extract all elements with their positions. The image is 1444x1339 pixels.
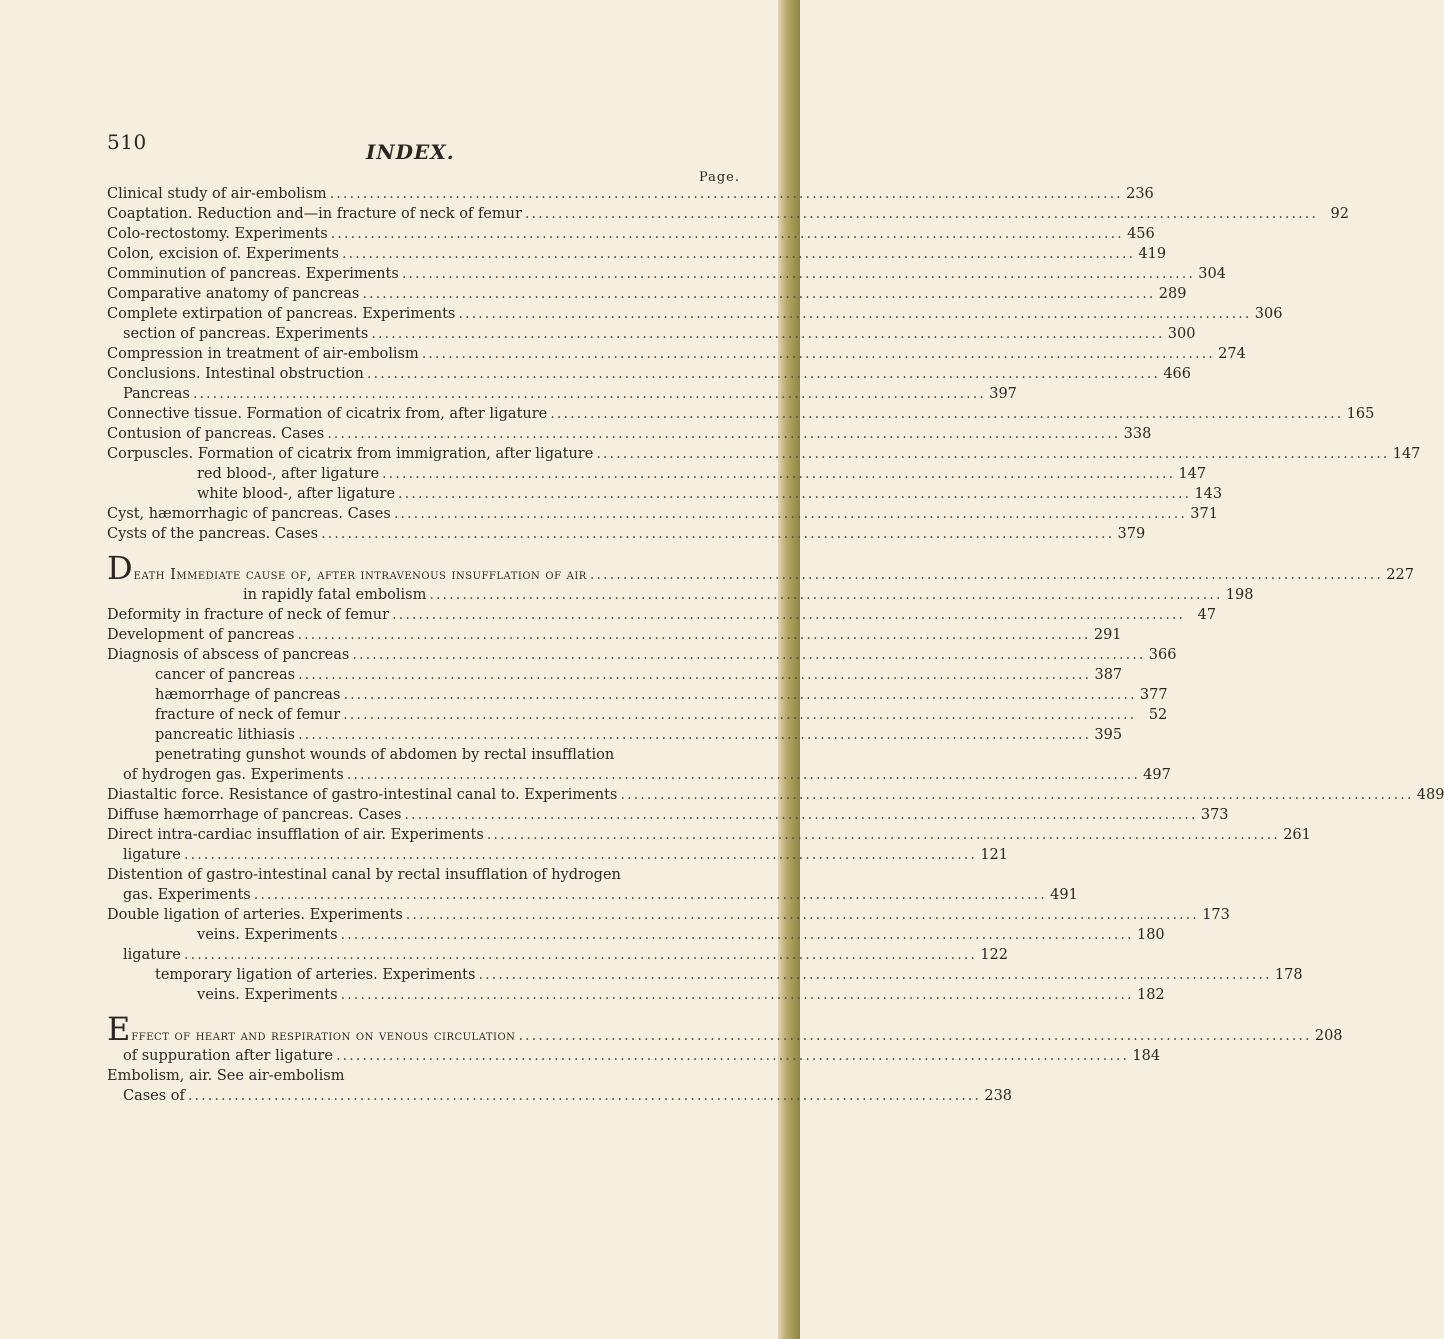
entry-text: Corpuscles. Formation of cicatrix from immigration, after ligature [107,446,594,462]
entry-page: 121 [980,847,1008,863]
leader-dots: ........................................................................................................................ [298,667,1092,683]
leader-dots: ........................................................................................................................ [183,947,977,963]
entry-text: Comparative anatomy of pancreas [107,286,360,302]
entry-page: 373 [1200,807,1229,823]
index-entry [107,424,1152,444]
entry-page: 395 [1094,727,1123,743]
entry-text: veins. Experiments [197,987,338,1003]
index-entry [107,685,1168,705]
index-entry [107,905,1230,925]
leader-dots: ........................................................................................................................ [478,967,1272,983]
leader-dots: ........................................................................................................................ [524,206,1318,222]
entry-page: 261 [1283,827,1311,843]
entry-text: Complete extirpation of pancreas. Experiments [107,306,456,322]
entry-text: temporary ligation of arteries. Experiments [155,967,476,983]
leader-dots: ........................................................................................................................ [340,987,1134,1003]
entry-text [107,549,587,587]
entry-text: Colon, excision of. Experiments [107,246,339,262]
index-list [107,184,1444,1106]
index-entry [107,965,1303,985]
entry-text: red blood-, after ligature [197,466,380,482]
leader-dots: ........................................................................................................................ [330,226,1124,242]
entry-label: eath Immediate cause of, after intravenous insufflation of air [133,567,587,583]
index-entry [107,865,747,885]
entry-page: 289 [1158,286,1187,302]
index-entry [107,985,1165,1005]
index-entry [107,625,1122,645]
entry-page: 92 [1330,206,1349,222]
index-entry [107,504,1218,524]
entry-text: Embolism, air. See air-embolism [107,1068,345,1084]
leader-dots: ........................................................................................................................ [297,727,1092,743]
entry-page: 208 [1314,1028,1343,1044]
leader-dots: ........................................................................................................................ [393,506,1187,522]
index-entry [107,945,1008,965]
leader-dots: ........................................................................................................................ [335,1048,1130,1064]
index-entry [107,524,1146,544]
leader-dots: ........................................................................................................................ [404,807,1198,823]
entry-page: 397 [989,386,1017,402]
leader-dots: ........................................................................................................................ [329,186,1123,202]
leader-dots: ........................................................................................................................ [550,406,1344,422]
entry-text: Double ligation of arteries. Experiments [107,907,403,923]
entry-page: 236 [1126,186,1154,202]
entry-text: Diffuse hæmorrhage of pancreas. Cases [107,807,402,823]
leader-dots: ........................................................................................................................ [518,1028,1312,1044]
entry-text: Comminution of pancreas. Experiments [107,266,399,282]
entry-page: 143 [1194,486,1223,502]
entry-text: Connective tissue. Formation of cicatrix from, after ligature [107,406,548,422]
leader-dots: ........................................................................................................................ [341,246,1136,262]
leader-dots: ........................................................................................................................ [362,286,1156,302]
index-entry [107,805,1229,825]
entry-page: 306 [1254,306,1283,322]
index-entry [107,224,1155,244]
entry-text: Direct intra-cardiac insufflation of air. Experiments [107,827,484,843]
index-entry [107,1046,1161,1066]
leader-dots: ........................................................................................................................ [429,587,1223,603]
index-entry [107,745,747,765]
leader-dots: ........................................................................................................................ [371,326,1165,342]
entry-page: 274 [1218,346,1246,362]
leader-dots: ........................................................................................................................ [421,346,1215,362]
entry-page: 489 [1416,787,1444,803]
leader-dots: ........................................................................................................................ [297,627,1091,643]
index-entry [107,585,1254,605]
index-entry [107,364,1191,384]
leader-dots: ........................................................................................................................ [458,306,1252,322]
entry-text: veins. Experiments [197,927,338,943]
entry-text: ligature [123,947,181,963]
index-entry [107,264,1226,284]
index-entry [107,444,1421,464]
index-entry [107,825,1311,845]
entry-text: Clinical study of air-embolism [107,186,327,202]
leader-dots: ........................................................................................................................ [321,526,1115,542]
index-entry [107,384,1017,404]
leader-dots: ........................................................................................................................ [596,446,1390,462]
entry-text: pancreatic lithiasis [155,727,295,743]
index-entry [107,244,1167,264]
page-column-heading: Page. [698,170,740,185]
entry-text: Colo-rectostomy. Experiments [107,226,328,242]
index-entry [107,404,1375,424]
entry-page: 379 [1117,526,1146,542]
leader-dots: ........................................................................................................................ [352,647,1146,663]
entry-text: Cysts of the pancreas. Cases [107,526,319,542]
leader-dots: ........................................................................................................................ [366,366,1160,382]
leader-dots: ........................................................................................................................ [401,266,1195,282]
entry-page: 173 [1202,907,1230,923]
index-entry [107,925,1165,945]
index-entry [107,1010,1343,1048]
entry-text: hæmorrhage of pancreas [155,687,341,703]
leader-dots: ........................................................................................................................ [192,386,986,402]
index-entry [107,324,1196,344]
leader-dots: ........................................................................................................................ [183,847,977,863]
entry-text: of suppuration after ligature [123,1048,333,1064]
entry-page: 338 [1123,426,1152,442]
entry-page: 419 [1138,246,1167,262]
leader-dots: ........................................................................................................................ [343,707,1137,723]
entry-text: Diagnosis of abscess of pancreas [107,647,350,663]
leader-dots: ........................................................................................................................ [486,827,1280,843]
entry-page: 238 [984,1088,1013,1104]
leader-dots: ........................................................................................................................ [327,426,1121,442]
entry-page: 456 [1127,226,1155,242]
entry-page: 178 [1274,967,1303,983]
entry-text: Conclusions. Intestinal obstruction [107,366,364,382]
entry-text: Diastaltic force. Resistance of gastro-intestinal canal to. Experiments [107,787,618,803]
entry-text: in rapidly fatal embolism [243,587,427,603]
entry-page: 184 [1132,1048,1161,1064]
entry-text: Cyst, hæmorrhagic of pancreas. Cases [107,506,391,522]
index-entry [107,304,1283,324]
drop-initial: D [107,549,133,587]
entry-text: Distention of gastro-intestinal canal by rectal insufflation of hydrogen [107,867,621,883]
index-entry [107,464,1207,484]
index-entry [107,284,1187,304]
entry-page: 387 [1094,667,1123,683]
index-entry [107,665,1123,685]
entry-text: ligature [123,847,181,863]
index-entry [107,785,1444,805]
entry-text: Compression in treatment of air-embolism [107,346,419,362]
leader-dots: ........................................................................................................................ [343,687,1137,703]
index-entry [107,885,1078,905]
entry-page: 147 [1392,446,1421,462]
entry-text: of hydrogen gas. Experiments [123,767,344,783]
section-gap [107,544,747,558]
entry-text: Deformity in fracture of neck of femur [107,607,389,623]
index-entry [107,344,1246,364]
leader-dots: ........................................................................................................................ [187,1088,982,1104]
entry-text: cancer of pancreas [155,667,296,683]
entry-page: 122 [980,947,1008,963]
entry-page: 300 [1167,326,1196,342]
entry-page: 47 [1197,607,1217,623]
entry-page: 291 [1093,627,1122,643]
entry-text: Contusion of pancreas. Cases [107,426,325,442]
index-entry [107,705,1168,725]
leader-dots: ........................................................................................................................ [405,907,1199,923]
entry-text: Coaptation. Reduction and—in fracture of neck of femur [107,206,522,222]
entry-label: ffect of heart and respiration on venous circulation [131,1028,516,1044]
entry-text: penetrating gunshot wounds of abdomen by rectal insufflation [155,747,615,763]
index-entry [107,605,1217,625]
index-entry [107,845,1008,865]
index-entry [107,549,1414,587]
leader-dots: ........................................................................................................................ [392,607,1186,623]
index-entry [107,184,1154,204]
leader-dots: ........................................................................................................................ [382,466,1176,482]
entry-page: 165 [1346,406,1375,422]
index-entry [107,765,1171,785]
index-entry [107,484,1223,504]
entry-text: gas. Experiments [123,887,251,903]
entry-text: Pancreas [123,386,190,402]
entry-text: fracture of neck of femur [155,707,341,723]
entry-page: 371 [1190,506,1218,522]
leader-dots: ........................................................................................................................ [398,486,1192,502]
entry-page: 304 [1198,266,1226,282]
entry-text: Cases of [123,1088,185,1104]
entry-page: 180 [1136,927,1165,943]
entry-text: Development of pancreas [107,627,295,643]
entry-text: section of pancreas. Experiments [123,326,369,342]
entry-page: 147 [1178,466,1207,482]
entry-page: 227 [1386,567,1414,583]
entry-page: 182 [1136,987,1165,1003]
index-entry [107,725,1123,745]
index-entry [107,204,1349,224]
entry-page: 497 [1143,767,1171,783]
index-entry [107,1086,1013,1106]
leader-dots: ........................................................................................................................ [589,567,1383,583]
page-number: 510 [107,130,147,154]
leader-dots: ........................................................................................................................ [620,787,1414,803]
drop-initial: E [107,1010,131,1048]
leader-dots: ........................................................................................................................ [346,767,1140,783]
leader-dots: ........................................................................................................................ [340,927,1134,943]
entry-page: 491 [1050,887,1078,903]
entry-page: 52 [1148,707,1168,723]
entry-page: 377 [1139,687,1168,703]
index-entry [107,1066,747,1086]
entry-page: 466 [1163,366,1191,382]
entry-page: 366 [1148,647,1177,663]
running-head: INDEX. [366,140,455,164]
section-gap [107,1005,747,1019]
index-entry [107,645,1177,665]
entry-page: 198 [1225,587,1254,603]
entry-text [107,1010,516,1048]
leader-dots: ........................................................................................................................ [253,887,1047,903]
entry-text: white blood-, after ligature [197,486,396,502]
